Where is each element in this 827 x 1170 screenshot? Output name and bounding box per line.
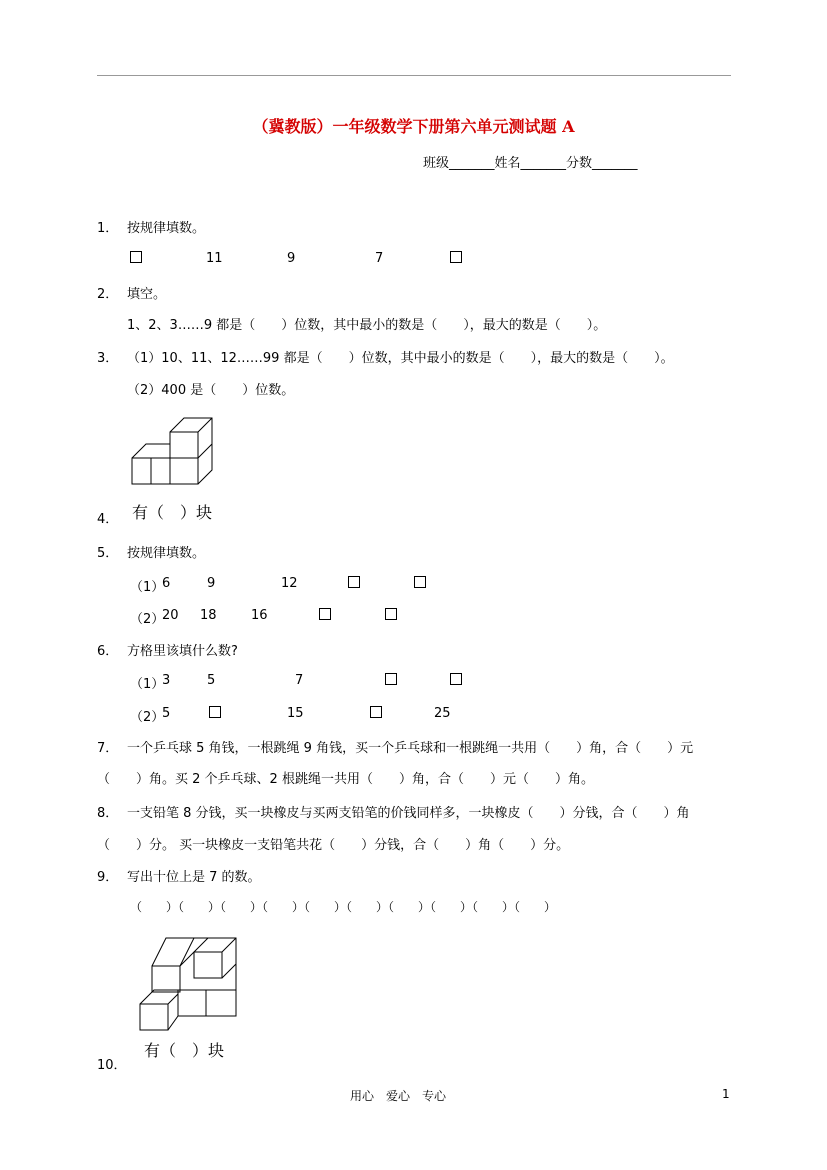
q4-cubes-figure [128,412,220,500]
q5-row2-box-2 [385,608,397,623]
q5-text: 按规律填数。 [127,546,206,561]
q6-row2-box-1 [209,706,221,721]
q6-text: 方格里该填什么数? [127,644,238,659]
q9-number: 9． [97,870,119,885]
q6-row2-label: （2） [130,710,165,725]
q8-number: 8． [97,806,119,821]
q6-row1-value-3: 7 [295,673,304,688]
footer-motto: 用心 爱心 专心 [350,1089,447,1103]
q7-line-1: 一个乒乓球 5 角钱，一根跳绳 9 角钱，买一个乒乓球和一根跳绳一共用（ ）角，合（ ）元 [127,741,694,756]
q8-line-2: （ ）分。 买一块橡皮一支铅笔共花（ ）分钱，合（ ）角（ ）分。 [97,838,570,853]
student-info: 班级_______姓名_______分数_______ [423,156,638,171]
header-rule [97,75,731,76]
page-title: （冀教版）一年级数学下册第六单元测试题 A [252,117,575,136]
q5-row1-value-3: 12 [281,576,298,591]
q1-value-2: 9 [287,251,296,266]
q1-value-1: 11 [206,251,223,266]
q1-value-3: 7 [375,251,384,266]
q10-cubes-figure [136,934,242,1034]
q3-line-1: （1）10、11、12……99 都是（ ）位数，其中最小的数是（ ），最大的数是（ ）。 [127,351,674,366]
q6-row1-value-2: 5 [207,673,216,688]
q5-row1-label: （1） [130,580,165,595]
page-number: 1 [722,1087,730,1101]
q5-row1-box-1 [348,576,360,591]
q4-label: 有（ ）块 [132,503,213,522]
q5-row1-value-1: 6 [162,576,171,591]
q2-text: 填空。 [127,287,167,302]
q10-number: 10． [97,1058,127,1073]
q1-number: 1． [97,221,119,236]
q7-line-2: （ ）角。买 2 个乒乓球、2 根跳绳一共用（ ）角，合（ ）元（ ）角。 [97,772,594,787]
q1-text: 按规律填数。 [127,221,206,236]
q3-number: 3． [97,351,119,366]
q3-line-2: （2）400 是（ ）位数。 [127,383,295,398]
q1-box-1 [130,251,142,266]
q5-row2-box-1 [319,608,331,623]
q6-row1-box-1 [385,673,397,688]
q5-number: 5． [97,546,119,561]
q5-row2-value-3: 16 [251,608,268,623]
q6-number: 6． [97,644,119,659]
q5-row2-label: （2） [130,612,165,627]
q5-row1-box-2 [414,576,426,591]
q2-line-1: 1、2、3……9 都是（ ）位数，其中最小的数是（ ），最大的数是（ ）。 [127,318,607,333]
q5-row1-value-2: 9 [207,576,216,591]
q6-row1-box-2 [450,673,462,688]
q6-row1-value-1: 3 [162,673,171,688]
q9-text: 写出十位上是 7 的数。 [127,870,261,885]
q9-blanks: （ ）（ ）（ ）（ ）（ ）（ ）（ ）（ ）（ ）（ ） [130,900,557,914]
q2-number: 2． [97,287,119,302]
q8-line-1: 一支铅笔 8 分钱，买一块橡皮与买两支铅笔的价钱同样多，一块橡皮（ ）分钱，合（ ）角 [127,806,690,821]
q7-number: 7． [97,741,119,756]
q1-box-2 [450,251,462,266]
q6-row2-value-3: 25 [434,706,451,721]
q6-row2-value-2: 15 [287,706,304,721]
q6-row1-label: （1） [130,677,165,692]
q10-label: 有（ ）块 [144,1041,225,1060]
q5-row2-value-2: 18 [200,608,217,623]
q5-row2-value-1: 20 [162,608,179,623]
q4-number: 4． [97,512,119,527]
q6-row2-box-2 [370,706,382,721]
q6-row2-value-1: 5 [162,706,171,721]
